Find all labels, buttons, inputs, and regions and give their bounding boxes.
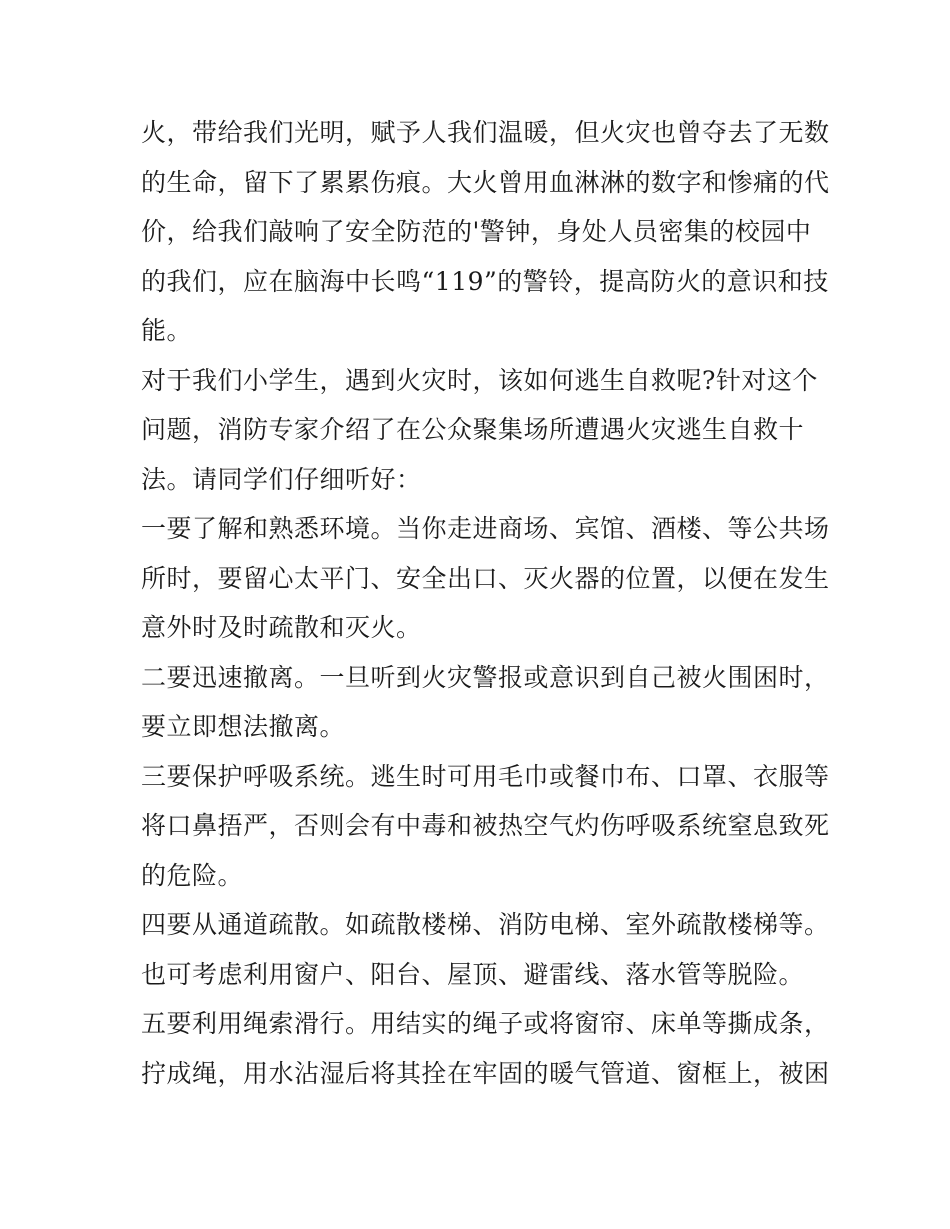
text-line: 能。 <box>141 316 193 345</box>
text-line: 问题，消防专家介绍了在公众聚集场所遭遇火灾逃生自救十 <box>141 415 805 444</box>
text-line: 的生命，留下了累累伤痕。大火曾用血淋淋的数字和惨痛的代 <box>141 167 830 197</box>
document-body <box>141 108 830 1098</box>
text-line: 五要利用绳索滑行。用结实的绳子或将窗帘、床单等撕成条， <box>141 1009 830 1038</box>
text-line: 要立即想法撤离。 <box>141 712 346 741</box>
paragraph-rule-three <box>141 752 830 901</box>
paragraph-rule-one <box>141 504 830 653</box>
text-line: 三要保护呼吸系统。逃生时可用毛巾或餐巾布、口罩、衣服等 <box>141 761 830 791</box>
paragraph-rule-four <box>141 900 830 999</box>
text-line: 火，带给我们光明，赋予人我们温暖，但火灾也曾夺去了无数 <box>141 118 830 147</box>
text-line: 价，给我们敲响了安全防范的'警钟，身处人员密集的校园中 <box>141 217 812 246</box>
text-line: 拧成绳，用水沾湿后将其拴在牢固的暖气管道、窗框上，被困 <box>141 1058 830 1088</box>
text-line: 对于我们小学生，遇到火灾时，该如何逃生自救呢?针对这个 <box>141 365 818 395</box>
text-line: 法。请同学们仔细听好： <box>141 464 422 494</box>
text-line: 所时，要留心太平门、安全出口、灭火器的位置，以便在发生 <box>141 563 830 593</box>
paragraph-intro <box>141 108 830 356</box>
text-line: 一要了解和熟悉环境。当你走进商场、宾馆、酒楼、等公共场 <box>141 514 830 543</box>
text-line: 的危险。 <box>141 860 244 890</box>
paragraph-rule-two <box>141 653 830 752</box>
text-line: 意外时及时疏散和灭火。 <box>141 613 422 642</box>
text-line: 的我们，应在脑海中长鸣“119”的警铃，提高防火的意识和技 <box>141 266 829 296</box>
paragraph-rule-five <box>141 999 830 1098</box>
text-line: 也可考虑利用窗户、阳台、屋顶、避雷线、落水管等脱险。 <box>141 959 805 989</box>
paragraph-question <box>141 356 821 505</box>
text-line: 二要迅速撤离。一旦听到火灾警报或意识到自己被火围困时， <box>141 662 830 692</box>
text-line: 将口鼻捂严，否则会有中毒和被热空气灼伤呼吸系统窒息致死 <box>141 811 830 840</box>
text-line: 四要从通道疏散。如疏散楼梯、消防电梯、室外疏散楼梯等。 <box>141 910 830 939</box>
